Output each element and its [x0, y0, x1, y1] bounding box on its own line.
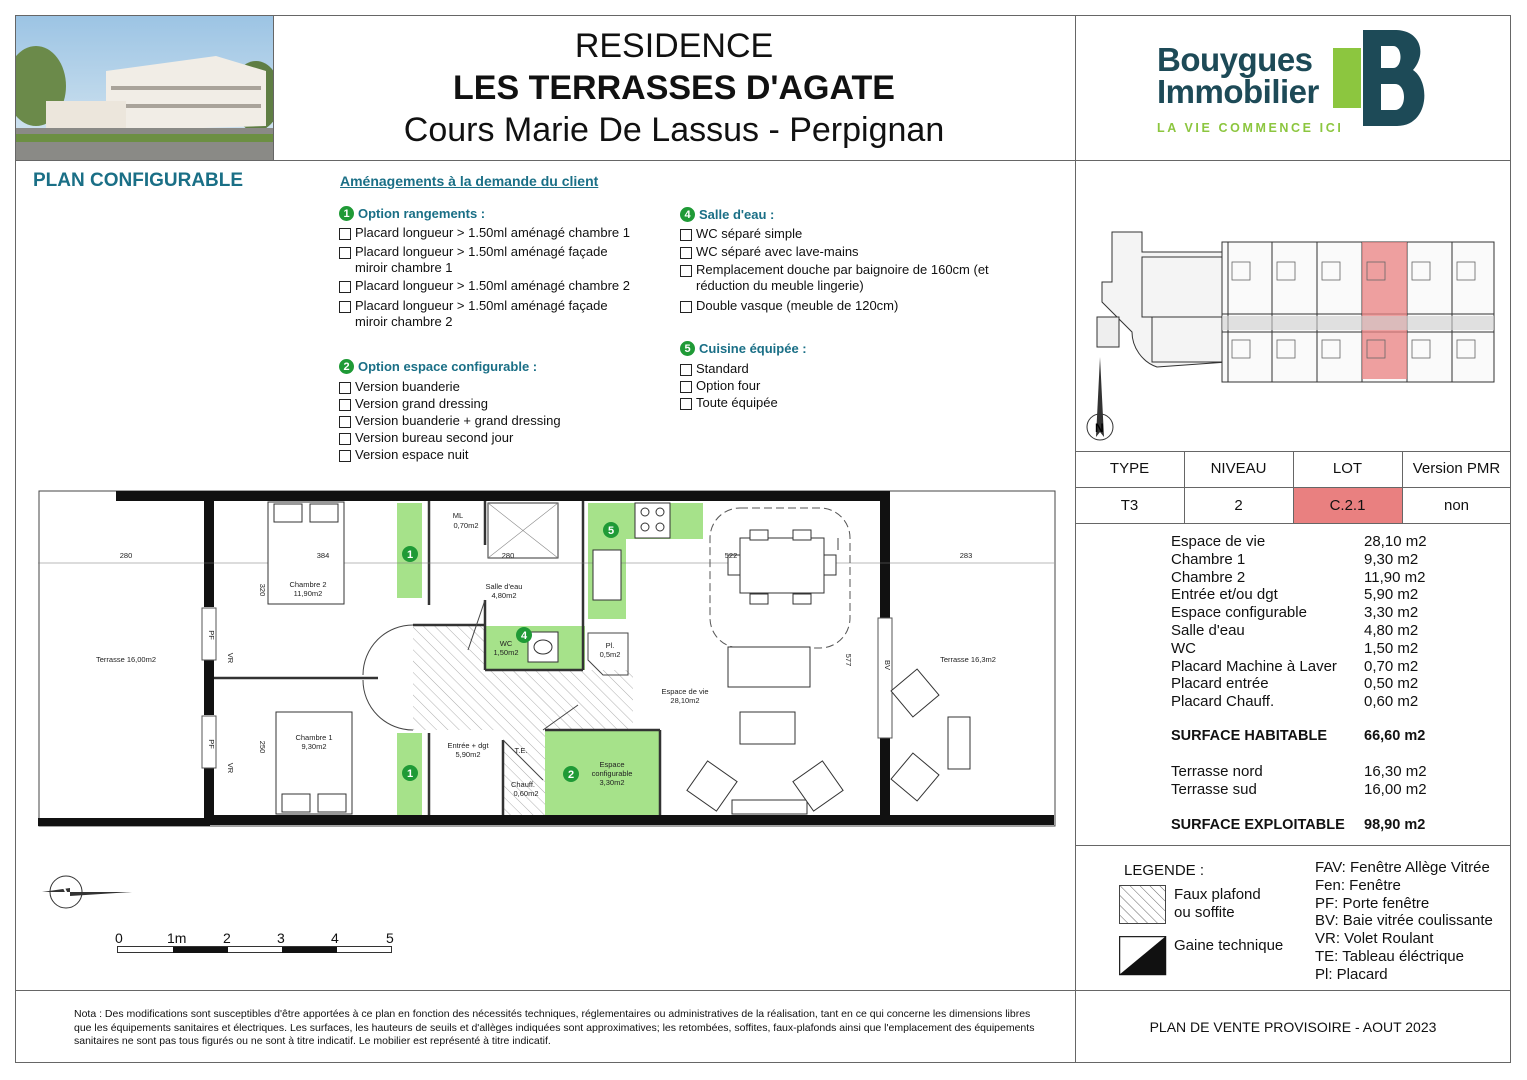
- table-header-pmr: Version PMR: [1412, 460, 1501, 477]
- terrace-label: Terrasse sud: [1171, 780, 1257, 798]
- surface-value: 3,30 m2: [1364, 604, 1419, 622]
- table-bottom-line: [1075, 523, 1511, 524]
- option-checkbox[interactable]: [680, 364, 692, 376]
- brand-name-2: Immobilier: [1157, 73, 1319, 110]
- option-group-salle-eau: [680, 207, 1010, 314]
- plan-badge-2: 2: [567, 769, 575, 781]
- surface-habitable-label: SURFACE HABITABLE: [1171, 728, 1328, 744]
- terrace-value: 16,30 m2: [1364, 763, 1427, 780]
- footer-divider: [15, 990, 1511, 991]
- option-checkbox[interactable]: [680, 247, 692, 259]
- option-group-espace: [339, 359, 659, 463]
- surface-label: Espace configurable: [1171, 604, 1307, 622]
- option-group-rangements: [339, 206, 659, 330]
- option-checkbox[interactable]: [339, 228, 351, 240]
- residence-address: Cours Marie De Lassus - Perpignan: [403, 111, 945, 149]
- legend-divider: [1075, 845, 1511, 846]
- vr-label: VR: [226, 762, 235, 774]
- brand-logo: [1157, 41, 1319, 110]
- salle-eau-label: Salle d'eau: [485, 582, 523, 591]
- surface-room-labels: [1171, 533, 1361, 711]
- table-header-type: TYPE: [1109, 460, 1150, 477]
- wc-label: WC: [499, 639, 513, 648]
- surface-value: 0,60 m2: [1364, 693, 1419, 711]
- terrace-value: 16,00 m2: [1364, 780, 1427, 798]
- gaine-legend-label: Gaine technique: [1174, 937, 1284, 954]
- highlighted-lot: [1362, 242, 1407, 379]
- abbreviation-list: [1315, 859, 1493, 984]
- dim-label: 250: [258, 740, 267, 754]
- option-group-title: Cuisine équipée :: [699, 341, 807, 356]
- option-label: WC séparé avec lave-mains: [696, 244, 859, 259]
- gaine-technique-icon: [1119, 936, 1167, 976]
- dim-label: 283: [959, 551, 973, 560]
- option-label: Placard longueur > 1.50ml aménagé façade miroir chambre 2: [355, 298, 608, 329]
- abbreviation-item: TE: Tableau éléctrique: [1315, 947, 1464, 965]
- building-photo: [16, 16, 273, 160]
- abbreviation-item: PF: Porte fenêtre: [1315, 894, 1430, 912]
- entree-label: Entrée + dgt: [447, 741, 489, 750]
- scale-label: 5: [386, 930, 394, 946]
- surface-exploitable-label: SURFACE EXPLOITABLE: [1171, 817, 1345, 833]
- option-label: Toute équipée: [696, 395, 778, 410]
- hatch-legend-icon: [1119, 885, 1167, 925]
- surface-label: Placard entrée: [1171, 675, 1269, 693]
- scale-labels: [112, 930, 402, 944]
- option-label: Version bureau second jour: [355, 430, 514, 445]
- dim-label: 280: [119, 551, 133, 560]
- table-value-niveau: 2: [1234, 497, 1243, 514]
- espace-conf-area: 3,30m2: [599, 778, 625, 787]
- surface-exploitable-value: 98,90 m2: [1364, 817, 1426, 833]
- hatch-legend-label: [1174, 886, 1261, 922]
- plan-badge-4: 4: [520, 630, 528, 642]
- option-number-badge: 5: [680, 341, 695, 356]
- chambre1-label: Chambre 1: [295, 733, 333, 742]
- table-header-niveau: NIVEAU: [1210, 460, 1267, 477]
- plan-badge-1: 1: [406, 768, 414, 780]
- header-divider: [15, 160, 1511, 161]
- plan-subtitle: Aménagements à la demande du client: [340, 173, 599, 189]
- option-group-title: Option espace configurable :: [358, 359, 538, 374]
- footer-status: PLAN DE VENTE PROVISOIRE - AOUT 2023: [1149, 1019, 1437, 1035]
- option-group-title: Salle d'eau :: [699, 207, 775, 222]
- option-checkbox[interactable]: [339, 416, 351, 428]
- option-label: Version buanderie: [355, 379, 460, 394]
- floor-plan: [38, 490, 1058, 830]
- option-number-badge: 1: [339, 206, 354, 221]
- pl-area: 0,5m2: [599, 650, 621, 659]
- option-checkbox[interactable]: [339, 281, 351, 293]
- option-checkbox[interactable]: [680, 301, 692, 313]
- ml-area: 0,70m2: [453, 521, 479, 530]
- surface-label: Salle d'eau: [1171, 621, 1245, 639]
- table-value-lot: C.2.1: [1329, 497, 1366, 514]
- option-group-title: Option rangements :: [358, 206, 486, 221]
- wc-area: 1,50m2: [493, 648, 519, 657]
- option-label: Standard: [696, 361, 749, 376]
- brand-b-mark-icon: [1333, 30, 1433, 130]
- vr-label: VR: [226, 652, 235, 664]
- espace-vie-area: 28,10m2: [670, 696, 700, 705]
- te-label: T.E.: [514, 746, 528, 755]
- option-label: Version buanderie + grand dressing: [355, 413, 561, 428]
- terrasse-nord-label: Terrasse 16,3m2: [940, 655, 996, 664]
- chambre2-area: 11,90m2: [293, 589, 323, 598]
- chauff-area: 0,60m2: [513, 789, 539, 798]
- option-label: Placard longueur > 1.50ml aménagé chambre 2: [355, 278, 630, 293]
- table-value-pmr: non: [1443, 497, 1470, 514]
- dim-label: 577: [844, 653, 853, 667]
- option-checkbox[interactable]: [680, 265, 692, 277]
- chambre1-area: 9,30m2: [301, 742, 327, 751]
- option-checkbox[interactable]: [339, 382, 351, 394]
- surface-value: 0,70 m2: [1364, 657, 1419, 675]
- surface-label: WC: [1171, 639, 1196, 657]
- scale-bar: [117, 946, 397, 954]
- key-plan: [1082, 222, 1498, 452]
- option-checkbox[interactable]: [339, 301, 351, 313]
- footer-note: Nota : Des modifications sont susceptibles d'être apportées à ce plan en fonction des nécessités techniques, réglementaires ou administratives de la réalisation, tant en ce qui concerne les dimensions libres que les équipements sanitaires et électriques. Les surfaces, les hauteurs de seuils et d'allèges indiquées sont approximatives; les retombées, soffites, faux-plafonds ainsi que l'emplacement des équipements sanitaires ne sont pas tous figurés ou ne sont à titre indicatif. Le mobilier est représenté à titre indicatif.: [74, 1008, 1035, 1047]
- abbreviation-item: Pl: Placard: [1315, 965, 1388, 983]
- espace-vie-label: Espace de vie: [661, 687, 709, 696]
- scale-label: 1m: [167, 930, 187, 946]
- surface-label: Placard Chauff.: [1171, 693, 1275, 711]
- dim-label: 384: [316, 551, 330, 560]
- surface-label: Espace de vie: [1171, 533, 1266, 550]
- legend-title: LEGENDE :: [1124, 862, 1205, 879]
- plan-title: PLAN CONFIGURABLE: [33, 170, 244, 191]
- option-checkbox[interactable]: [339, 450, 351, 462]
- residence-name: LES TERRASSES D'AGATE: [453, 69, 895, 107]
- surface-label: Chambre 2: [1171, 568, 1246, 586]
- entree-area: 5,90m2: [455, 750, 481, 759]
- chauff-label: Chauff.: [510, 780, 536, 789]
- north-arrow-icon: [1087, 357, 1113, 440]
- residence-label: RESIDENCE: [574, 27, 774, 65]
- option-label: Double vasque (meuble de 120cm): [696, 298, 899, 313]
- pf-label: PF: [207, 630, 216, 640]
- hatch-legend-line: Faux plafond: [1174, 886, 1261, 903]
- pf-label: PF: [207, 739, 216, 749]
- scale-label: 2: [223, 930, 231, 946]
- svg-text:N: N: [1095, 421, 1104, 435]
- abbreviation-item: Fen: Fenêtre: [1315, 876, 1401, 894]
- surface-value: 1,50 m2: [1364, 639, 1419, 657]
- option-label: Remplacement douche par baignoire de 160cm (et réduction du meuble lingerie): [696, 262, 989, 293]
- table-value-type: T3: [1120, 497, 1139, 514]
- pl-label: Pl.: [605, 641, 615, 650]
- surface-habitable-value: 66,60 m2: [1364, 728, 1426, 744]
- surface-value: 4,80 m2: [1364, 621, 1419, 639]
- terrace-label: Terrasse nord: [1171, 763, 1263, 780]
- terrace-labels: [1171, 763, 1263, 799]
- option-label: Placard longueur > 1.50ml aménagé façade miroir chambre 1: [355, 244, 608, 275]
- surface-label: Chambre 1: [1171, 550, 1246, 568]
- hatch-legend-line: ou soffite: [1174, 903, 1235, 921]
- surface-value: 28,10 m2: [1364, 533, 1427, 550]
- option-checkbox[interactable]: [680, 398, 692, 410]
- bv-label: BV: [883, 659, 892, 671]
- abbreviation-item: BV: Baie vitrée coulissante: [1315, 912, 1493, 930]
- scale-label: 3: [277, 930, 285, 946]
- surface-label: Entrée et/ou dgt: [1171, 586, 1278, 604]
- option-checkbox[interactable]: [339, 433, 351, 445]
- option-label: Option four: [696, 378, 761, 393]
- dim-label: 280: [501, 551, 515, 560]
- option-number-badge: 4: [680, 207, 695, 222]
- option-checkbox[interactable]: [339, 247, 351, 259]
- surface-label: Placard Machine à Laver: [1171, 657, 1337, 675]
- option-label: WC séparé simple: [696, 226, 803, 241]
- dim-label: 522: [724, 551, 738, 560]
- espace-conf-label: Espace: [599, 760, 625, 769]
- plan-badge-1: 1: [406, 549, 414, 561]
- compass-icon: [40, 870, 136, 915]
- option-group-cuisine: [680, 341, 1000, 411]
- option-label: Placard longueur > 1.50ml aménagé chambre 1: [355, 225, 630, 240]
- option-checkbox[interactable]: [680, 381, 692, 393]
- table-header-lot: LOT: [1332, 460, 1363, 477]
- espace-conf-label-2: configurable: [591, 769, 633, 778]
- dim-label: 320: [258, 583, 267, 597]
- brand-name-1: Bouygues: [1157, 41, 1313, 78]
- option-label: Version grand dressing: [355, 396, 488, 411]
- surface-value: 0,50 m2: [1364, 675, 1419, 693]
- surface-value: 11,90 m2: [1364, 568, 1426, 586]
- right-column-divider: [1075, 15, 1076, 1063]
- plan-badge-5: 5: [607, 525, 615, 537]
- terrace-values: [1364, 763, 1427, 799]
- option-checkbox[interactable]: [680, 229, 692, 241]
- abbreviation-item: FAV: Fenêtre Allège Vitrée: [1315, 859, 1490, 876]
- scale-label: 4: [331, 930, 339, 946]
- chambre2-label: Chambre 2: [289, 580, 327, 589]
- scale-label: 0: [115, 930, 123, 946]
- option-checkbox[interactable]: [339, 399, 351, 411]
- surface-room-values: [1364, 533, 1464, 711]
- terrasse-sud-label: Terrasse 16,00m2: [95, 655, 157, 664]
- ml-label: ML: [452, 511, 464, 520]
- surface-value: 5,90 m2: [1364, 586, 1419, 604]
- surface-value: 9,30 m2: [1364, 550, 1419, 568]
- option-number-badge: 2: [339, 359, 354, 374]
- abbreviation-item: VR: Volet Roulant: [1315, 930, 1434, 948]
- salle-eau-area: 4,80m2: [491, 591, 517, 600]
- option-label: Version espace nuit: [355, 447, 469, 462]
- brand-tagline: LA VIE COMMENCE ICI: [1157, 121, 1344, 135]
